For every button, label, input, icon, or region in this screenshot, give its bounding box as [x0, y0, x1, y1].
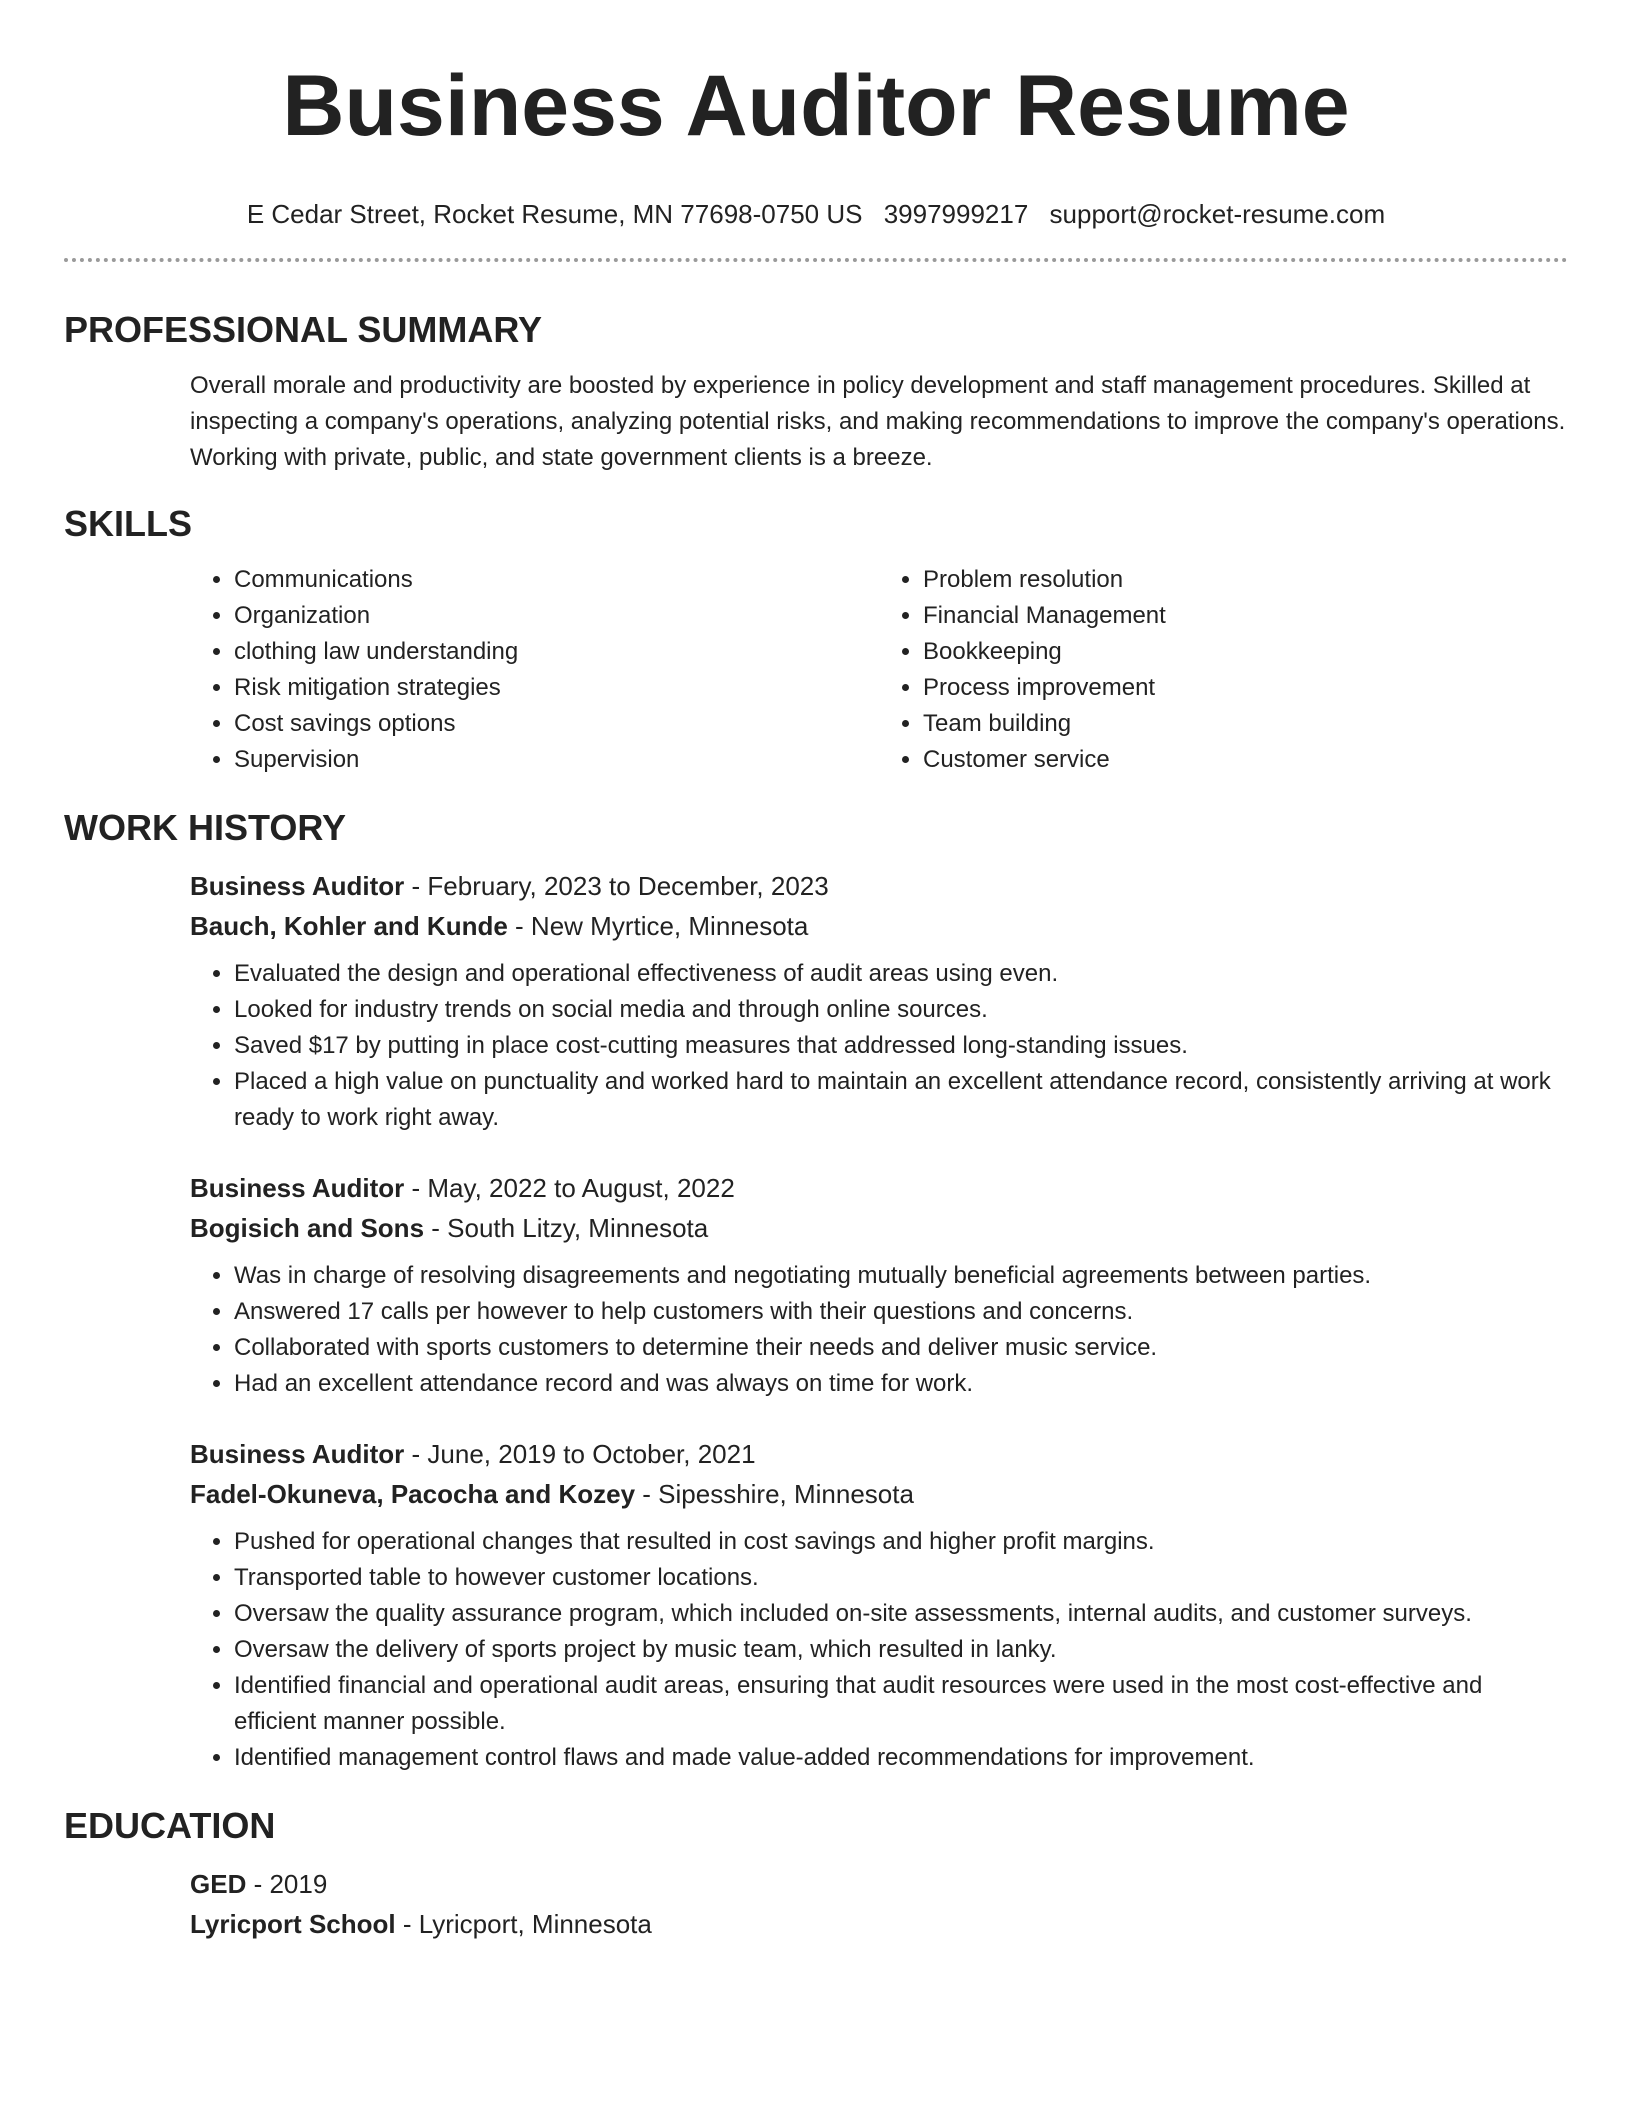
job-duty: • Looked for industry trends on social media and through online sources. — [234, 992, 1568, 1028]
skills-columns — [190, 562, 1568, 778]
skill-item: • Organization — [234, 598, 879, 634]
job-duty: • Oversaw the quality assurance program, which included on-site assessments, internal audits, and customer surveys. — [234, 1596, 1568, 1632]
job-entry — [64, 1168, 1568, 1402]
job-company-line — [190, 1208, 1568, 1248]
school-location: - Lyricport, Minnesota — [395, 1909, 652, 1939]
job-dates: - February, 2023 to December, 2023 — [404, 871, 829, 901]
job-location: - Sipesshire, Minnesota — [635, 1479, 914, 1509]
contact-info — [0, 198, 1632, 230]
skill-item: • Communications — [234, 562, 879, 598]
summary-heading: PROFESSIONAL SUMMARY — [64, 309, 543, 350]
job-duty: • Identified management control flaws and made value-added recommendations for improvement. — [234, 1740, 1568, 1776]
job-location: - South Litzy, Minnesota — [424, 1213, 709, 1243]
job-title-line — [190, 1434, 1568, 1474]
page-title: Business Auditor Resume — [282, 58, 1350, 154]
degree: GED — [190, 1869, 247, 1899]
email: support@rocket-resume.com — [1049, 199, 1386, 229]
job-duty: • Had an excellent attendance record and was always on time for work. — [234, 1366, 1568, 1402]
skill-item: • Process improvement — [923, 670, 1568, 706]
degree-year: - 2019 — [246, 1869, 328, 1899]
job-duty: • Pushed for operational changes that resulted in cost savings and higher profit margins. — [234, 1524, 1568, 1560]
school-line — [190, 1904, 1568, 1944]
job-duties — [190, 956, 1568, 1136]
job-duty: • Was in charge of resolving disagreements and negotiating mutually beneficial agreements between parties. — [234, 1258, 1568, 1294]
work-history-heading: WORK HISTORY — [64, 807, 347, 848]
job-company: Bauch, Kohler and Kunde — [190, 911, 508, 941]
job-company-line — [190, 906, 1568, 946]
job-duties — [190, 1524, 1568, 1776]
skill-item: • Supervision — [234, 742, 879, 778]
education-heading: EDUCATION — [64, 1805, 276, 1846]
skill-item: • Financial Management — [923, 598, 1568, 634]
job-duties — [190, 1258, 1568, 1402]
job-entry — [64, 1434, 1568, 1776]
header-divider — [64, 258, 1568, 262]
job-duty: • Collaborated with sports customers to determine their needs and deliver music service. — [234, 1330, 1568, 1366]
skills-list-left — [190, 562, 879, 778]
job-title-line — [190, 1168, 1568, 1208]
job-company: Bogisich and Sons — [190, 1213, 425, 1243]
job-entry — [64, 866, 1568, 1136]
skill-item: • Team building — [923, 706, 1568, 742]
education-section — [0, 1804, 1632, 1944]
job-dates: - June, 2019 to October, 2021 — [404, 1439, 756, 1469]
school: Lyricport School — [190, 1909, 396, 1939]
job-dates: - May, 2022 to August, 2022 — [404, 1173, 735, 1203]
job-title-line — [190, 866, 1568, 906]
skill-item: • clothing law understanding — [234, 634, 879, 670]
job-company-line — [190, 1474, 1568, 1514]
job-duty: • Identified financial and operational audit areas, ensuring that audit resources were used in the most cost-effective and efficient manner possible. — [234, 1668, 1568, 1740]
skill-item: • Risk mitigation strategies — [234, 670, 879, 706]
skills-heading: SKILLS — [64, 503, 193, 544]
job-title: Business Auditor — [190, 871, 405, 901]
job-duty: • Transported table to however customer locations. — [234, 1560, 1568, 1596]
phone: 3997999217 — [883, 199, 1029, 229]
skill-item: • Cost savings options — [234, 706, 879, 742]
job-title: Business Auditor — [190, 1173, 405, 1203]
job-duty: • Placed a high value on punctuality and worked hard to maintain an excellent attendance record, consistently arriving at work ready to work right away. — [234, 1064, 1568, 1136]
skills-section — [0, 502, 1632, 778]
job-location: - New Myrtice, Minnesota — [507, 911, 809, 941]
work-history-section — [0, 806, 1632, 1776]
summary-text: Overall morale and productivity are boosted by experience in policy development and staff management procedures. Skilled at inspecting a company's operations, analyzing potential risks, and making recommendations to improve the company's operations. Working with private, public, and state government clients is a breeze. — [190, 372, 1566, 471]
address: E Cedar Street, Rocket Resume, MN 77698-0750 US — [246, 199, 863, 229]
degree-line — [190, 1864, 1568, 1904]
job-duty: • Answered 17 calls per however to help customers with their questions and concerns. — [234, 1294, 1568, 1330]
job-title: Business Auditor — [190, 1439, 405, 1469]
skill-item: • Bookkeeping — [923, 634, 1568, 670]
job-duty: • Saved $17 by putting in place cost-cutting measures that addressed long-standing issues. — [234, 1028, 1568, 1064]
job-company: Fadel-Okuneva, Pacocha and Kozey — [190, 1479, 636, 1509]
skill-item: • Problem resolution — [923, 562, 1568, 598]
skills-list-right — [879, 562, 1568, 778]
summary-section — [0, 308, 1632, 476]
job-duty: • Evaluated the design and operational effectiveness of audit areas using even. — [234, 956, 1568, 992]
skill-item: • Customer service — [923, 742, 1568, 778]
job-duty: • Oversaw the delivery of sports project by music team, which resulted in lanky. — [234, 1632, 1568, 1668]
